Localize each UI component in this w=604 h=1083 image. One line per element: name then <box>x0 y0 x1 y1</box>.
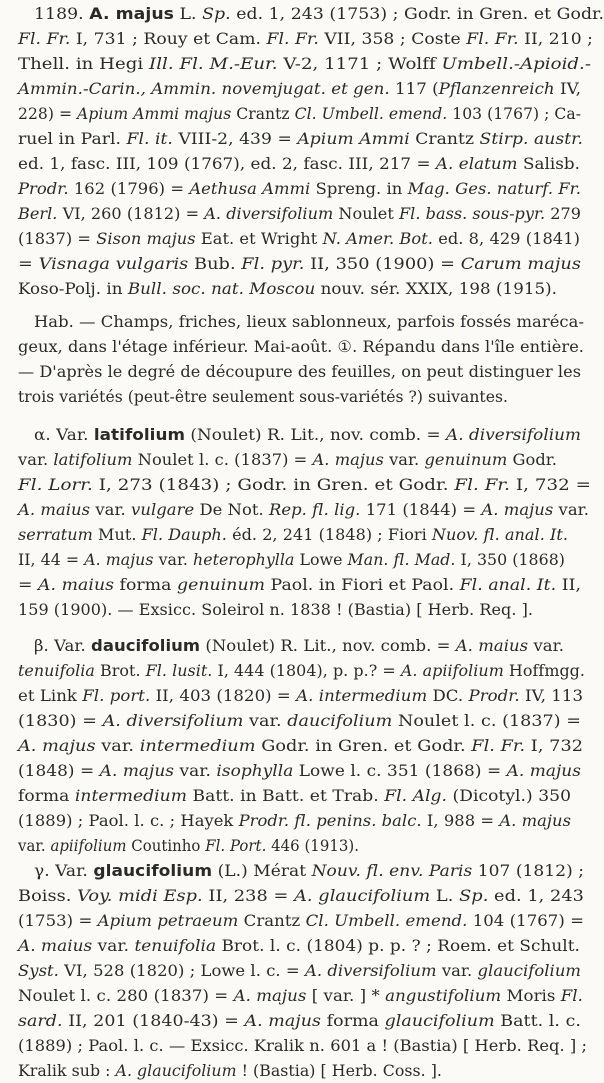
text-segment: glaucifolium <box>477 961 582 980</box>
text-segment: VI, 528 (1820) ; Lowe l. c. = <box>58 961 305 980</box>
text-segment: Fl. Alg. <box>384 786 448 805</box>
text-segment: A. maius <box>38 575 115 594</box>
text-segment: apiifolium <box>50 836 127 855</box>
text-segment: Koso-Polj. in <box>18 279 128 298</box>
text-segment: A. maius <box>18 936 93 955</box>
text-line <box>18 1009 581 1033</box>
text-line <box>34 2 604 26</box>
text-line <box>34 634 564 658</box>
text-segment: ! (Bastia) [ Herb. Coss. ]. <box>236 1061 442 1080</box>
text-segment: var. <box>153 550 193 569</box>
text-segment: Moris <box>501 986 561 1005</box>
text-segment: var. <box>553 500 589 519</box>
text-segment: sard. <box>18 1011 63 1030</box>
text-line <box>18 177 581 201</box>
text-segment: Fl. Fr. <box>466 29 519 48</box>
text-segment: A. majus <box>18 736 96 755</box>
text-segment: II, 210 ; <box>518 29 594 48</box>
text-segment: serratum <box>18 525 93 544</box>
text-line <box>18 548 565 572</box>
text-segment: A. majus <box>506 761 581 780</box>
text-segment: Fl. Port. <box>205 836 267 855</box>
text-segment: (Dicotyl.) 350 <box>447 786 572 805</box>
text-segment: L. <box>430 886 460 905</box>
text-segment: Mut. <box>92 525 142 544</box>
text-segment: A. apiifolium <box>400 661 504 680</box>
text-segment: (1837) = <box>18 229 97 248</box>
text-segment: 159 (1900). — Exsicc. Soleirol n. 1838 ! (Bastia) [ Herb. Req. ]. <box>18 600 534 619</box>
text-line <box>34 423 581 447</box>
text-segment: Crantz <box>238 911 306 930</box>
text-segment: Rep. fl. lig. <box>269 500 361 519</box>
text-segment: I, 731 ; Rouy et Cam. <box>70 29 267 48</box>
text-line <box>18 759 581 783</box>
text-segment: latifolium <box>53 450 133 469</box>
text-segment: II, 350 (1900) = <box>304 254 461 273</box>
text-segment: Fl. port. <box>82 686 151 705</box>
text-segment: var. <box>528 636 565 655</box>
text-segment: (1753) = <box>18 911 98 930</box>
text-segment: Fl. Fr. <box>471 736 526 755</box>
text-segment: Salisb. <box>517 154 581 173</box>
text-segment: A. majus <box>99 761 175 780</box>
text-line <box>18 52 591 76</box>
text-line <box>18 127 583 151</box>
text-segment: Apium Ammi majus <box>77 104 232 123</box>
text-segment: Godr. <box>507 450 557 469</box>
text-segment: var. <box>92 936 135 955</box>
text-line <box>18 252 581 276</box>
text-segment: var. <box>90 500 132 519</box>
text-segment: 446 (1913). <box>266 836 359 855</box>
text-segment: I, 732 = <box>510 475 592 494</box>
text-segment: var. <box>95 736 140 755</box>
text-segment: A. majus <box>312 450 384 469</box>
text-line <box>18 102 581 126</box>
text-line <box>18 734 583 758</box>
text-line <box>18 684 583 708</box>
text-segment: 171 (1844) = <box>360 500 482 519</box>
text-line <box>18 1059 442 1083</box>
text-segment: Hab. — Champs, friches, lieux sablonneux, parfois fossés maréca- <box>34 312 585 331</box>
text-segment: DC. <box>427 686 469 705</box>
text-segment: heterophylla <box>192 550 295 569</box>
text-segment: (L.) Mérat <box>212 861 312 880</box>
text-segment: Apium Ammi <box>297 129 410 148</box>
text-segment: II, 238 = <box>202 886 295 905</box>
text-line <box>18 360 581 384</box>
text-line <box>18 385 508 409</box>
text-segment: Aethusa Ammi <box>189 179 311 198</box>
text-segment: A. majus <box>481 500 554 519</box>
text-segment: A. intermedium <box>296 686 428 705</box>
text-segment: nouv. sér. XXIX, 198 (1915). <box>315 279 558 298</box>
text-segment: Ill. Fl. M.-Eur. <box>149 54 278 73</box>
text-segment: glaucifolium <box>384 1011 495 1030</box>
text-segment: Voy. midi Esp. <box>77 886 203 905</box>
text-line <box>18 959 581 983</box>
text-line <box>18 152 580 176</box>
text-segment: Pflanzenreich <box>438 79 555 98</box>
text-segment: Fl. Lorr. <box>18 475 93 494</box>
text-segment: Mag. Ges. naturf. Fr. <box>407 179 582 198</box>
text-segment: Apium petraeum <box>97 911 239 930</box>
text-segment: genuinum <box>424 450 508 469</box>
text-segment: 103 (1767) ; Ca- <box>447 104 582 123</box>
text-line <box>18 448 557 472</box>
text-segment: Crantz <box>231 104 295 123</box>
text-segment: Lowe <box>294 550 348 569</box>
text-line <box>18 784 571 808</box>
text-segment: 104 (1767) = <box>467 911 584 930</box>
text-segment: A. diversifolium <box>204 204 334 223</box>
text-segment: var. <box>174 761 217 780</box>
text-segment: A. majus <box>499 811 572 830</box>
text-segment: Noulet l. c. 280 (1837) = <box>18 986 234 1005</box>
text-segment: A. majus <box>84 550 154 569</box>
text-segment: 162 (1796) = <box>68 179 190 198</box>
text-segment: var. <box>436 961 478 980</box>
text-segment: Prodr. <box>18 179 69 198</box>
text-segment: Bull. soc. nat. Moscou <box>127 279 316 298</box>
text-segment: VI, 260 (1812) = <box>57 204 205 223</box>
text-segment: Godr. in Gren. et Godr. <box>255 736 472 755</box>
text-segment: II, <box>556 575 582 594</box>
text-line <box>18 598 533 622</box>
text-segment: Paol. in Fiori et Paol. <box>265 575 460 594</box>
text-segment: Fl. Dauph. <box>141 525 227 544</box>
text-line <box>18 573 581 597</box>
text-segment: ed. 1, 243 <box>488 886 585 905</box>
text-segment: intermedium <box>139 736 256 755</box>
text-segment: Boiss. <box>18 886 78 905</box>
text-segment: latifolium <box>93 425 186 444</box>
text-line <box>18 27 593 51</box>
text-segment: — D'après le degré de découpure des feuilles, on peut distinguer les <box>18 362 582 381</box>
text-segment: VIII-2, 439 = <box>172 129 298 148</box>
text-segment: Nouv. fl. env. Paris <box>311 861 473 880</box>
text-segment: II, 44 = <box>18 550 85 569</box>
text-segment: A. majus <box>233 986 307 1005</box>
text-segment: N. Amer. Bot. <box>322 229 433 248</box>
text-segment: Spreng. in <box>310 179 408 198</box>
text-line <box>34 859 584 883</box>
text-segment: Batt. in Batt. et Trab. <box>186 786 385 805</box>
text-segment: Bub. <box>188 254 242 273</box>
text-segment: Hoffmgg. <box>503 661 586 680</box>
text-segment: Umbell.-Apioid.- <box>441 54 592 73</box>
text-segment: A. diversifolium <box>102 711 244 730</box>
text-segment: ed. 8, 429 (1841) <box>432 229 580 248</box>
text-segment: [ var. ] * <box>306 986 386 1005</box>
text-segment: Sp. <box>202 4 231 23</box>
text-line <box>18 227 580 251</box>
text-segment: Fl. Fr. <box>18 29 71 48</box>
text-segment: Fl. Fr. <box>454 475 511 494</box>
text-segment: Sison majus <box>96 229 196 248</box>
text-segment: V-2, 1171 ; Wolff <box>277 54 442 73</box>
text-line <box>18 884 584 908</box>
text-segment: Cl. Umbell. emend. <box>294 104 448 123</box>
text-segment: Cl. Umbell. emend. <box>305 911 468 930</box>
text-segment: II, 403 (1820) = <box>150 686 297 705</box>
text-segment: Carum majus <box>460 254 582 273</box>
text-segment: I, 444 (1804), p. p.? = <box>212 661 401 680</box>
text-segment: Berl. <box>18 204 58 223</box>
text-line <box>18 834 359 858</box>
text-segment: Man. fl. Mad. <box>347 550 456 569</box>
text-segment: isophylla <box>216 761 294 780</box>
text-segment: Nuov. fl. anal. It. <box>431 525 568 544</box>
text-segment: 279 <box>545 204 582 223</box>
text-segment: 107 (1812) ; <box>472 861 585 880</box>
text-segment: var. <box>243 711 288 730</box>
text-line <box>18 498 589 522</box>
text-segment: De Not. <box>194 500 270 519</box>
text-segment: A. glaucifolium <box>115 1061 237 1080</box>
text-line <box>18 277 557 301</box>
text-segment: = <box>18 254 39 273</box>
text-segment: var. <box>18 836 51 855</box>
text-line <box>18 659 585 683</box>
text-segment: A. maius <box>455 636 529 655</box>
text-line <box>18 523 568 547</box>
text-segment: ruel in Parl. <box>18 129 127 148</box>
text-segment: trois variétés (peut-être seulement sous-variétés ?) suivantes. <box>18 387 509 406</box>
text-line <box>18 473 591 497</box>
text-line <box>18 809 571 833</box>
text-segment: Fl. <box>560 986 583 1005</box>
text-segment: Fl. pyr. <box>241 254 305 273</box>
text-segment: A. majus <box>244 1011 321 1030</box>
text-segment: (1830) = <box>18 711 103 730</box>
text-segment: forma <box>320 1011 385 1030</box>
text-segment: I, 732 <box>525 736 584 755</box>
text-segment: tenuifolia <box>18 661 95 680</box>
text-segment: II, 201 (1840-43) = <box>62 1011 245 1030</box>
text-line <box>18 335 584 359</box>
text-segment: angustifolium <box>385 986 502 1005</box>
text-segment: A. maius <box>18 500 91 519</box>
text-segment: A. diversifolium <box>446 425 582 444</box>
text-segment: vulgare <box>131 500 195 519</box>
text-segment: 1189. <box>34 4 90 23</box>
text-segment: Noulet l. c. (1837) = <box>392 711 582 730</box>
text-segment: Thell. in Hegi <box>18 54 150 73</box>
text-segment: glaucifolium <box>93 861 213 880</box>
text-segment: Fl. it. <box>126 129 173 148</box>
text-segment: Sp. <box>459 886 489 905</box>
text-segment: IV, 113 <box>519 686 584 705</box>
text-segment: (1889) ; Paol. l. c. — Exsicc. Kralik n. 601 a ! (Bastia) [ Herb. Req. ] ; <box>18 1036 588 1055</box>
text-segment: ed. 1, 243 (1753) ; Godr. in Gren. et Godr. <box>230 4 604 23</box>
text-segment: éd. 2, 241 (1848) ; Fiori <box>226 525 432 544</box>
text-segment: Stirp. austr. <box>479 129 584 148</box>
text-line <box>18 709 581 733</box>
text-segment: Fl. bass. sous-pyr. <box>398 204 546 223</box>
text-segment: genuinum <box>177 575 266 594</box>
text-segment: Kralik sub : <box>18 1061 116 1080</box>
text-segment: forma <box>114 575 178 594</box>
text-segment: daucifolium <box>91 636 201 655</box>
text-line <box>18 934 580 958</box>
text-line <box>34 310 584 334</box>
text-segment: A. glaucifolium <box>294 886 431 905</box>
text-segment: var. <box>18 450 54 469</box>
text-segment: var. <box>383 450 425 469</box>
text-segment: Noulet <box>333 204 399 223</box>
text-segment: tenuifolia <box>134 936 217 955</box>
text-segment: A. diversifolium <box>304 961 437 980</box>
text-segment: L. <box>174 4 203 23</box>
text-segment: Visnaga vulgaris <box>38 254 189 273</box>
text-segment: Coutinho <box>126 836 206 855</box>
text-segment: (1848) = <box>18 761 100 780</box>
text-line <box>18 202 581 226</box>
text-segment: VII, 358 ; Coste <box>318 29 467 48</box>
text-segment: = <box>18 575 39 594</box>
text-segment: Crantz <box>409 129 480 148</box>
text-segment: Brot. l. c. (1804) p. p. ? ; Roem. et Schult. <box>216 936 580 955</box>
text-segment: intermedium <box>74 786 187 805</box>
text-segment: Fl. anal. It. <box>459 575 557 594</box>
text-segment: Ammin.-Carin., Ammin. novemjugat. et gen. <box>18 79 390 98</box>
text-segment: Fl. lusit. <box>145 661 213 680</box>
text-segment: Batt. l. c. <box>494 1011 581 1030</box>
text-segment: I, 273 (1843) ; Godr. in Gren. et Godr. <box>92 475 455 494</box>
text-segment: Syst. <box>18 961 59 980</box>
text-segment: Eat. et Wright <box>195 229 323 248</box>
text-segment: geux, dans l'étage inférieur. Mai-août. ①. Répandu dans l'île entière. <box>18 337 584 356</box>
text-segment: Prodr. <box>468 686 520 705</box>
text-segment: γ. Var. <box>34 861 94 880</box>
text-segment: Fl. Fr. <box>266 29 319 48</box>
text-segment: (1889) ; Paol. l. c. ; Hayek <box>18 811 239 830</box>
text-segment: 228) = <box>18 104 78 123</box>
text-segment: I, 988 = <box>421 811 500 830</box>
text-segment: (Noulet) R. Lit., nov. comb. = <box>185 425 447 444</box>
text-segment: β. Var. <box>34 636 92 655</box>
text-segment: Noulet l. c. (1837) = <box>132 450 313 469</box>
text-segment: A. elatum <box>435 154 518 173</box>
text-segment: (Noulet) R. Lit., nov. comb. = <box>200 636 456 655</box>
text-segment: forma <box>18 786 75 805</box>
text-line <box>18 77 581 101</box>
text-line <box>18 909 584 933</box>
text-segment: 117 ( <box>389 79 439 98</box>
text-segment: A. majus <box>89 4 175 23</box>
text-segment: ed. 1, fasc. III, 109 (1767), ed. 2, fasc. III, 217 = <box>18 154 436 173</box>
text-segment: α. Var. <box>34 425 94 444</box>
text-line <box>18 984 583 1008</box>
text-segment: I, 350 (1868) <box>455 550 565 569</box>
text-segment: Prodr. fl. penins. balc. <box>238 811 422 830</box>
text-segment: Brot. <box>94 661 146 680</box>
text-segment: IV, <box>554 79 582 98</box>
text-segment: et Link <box>18 686 83 705</box>
text-segment: Lowe l. c. 351 (1868) = <box>293 761 507 780</box>
text-line <box>18 1034 587 1058</box>
text-segment: daucifolium <box>287 711 393 730</box>
